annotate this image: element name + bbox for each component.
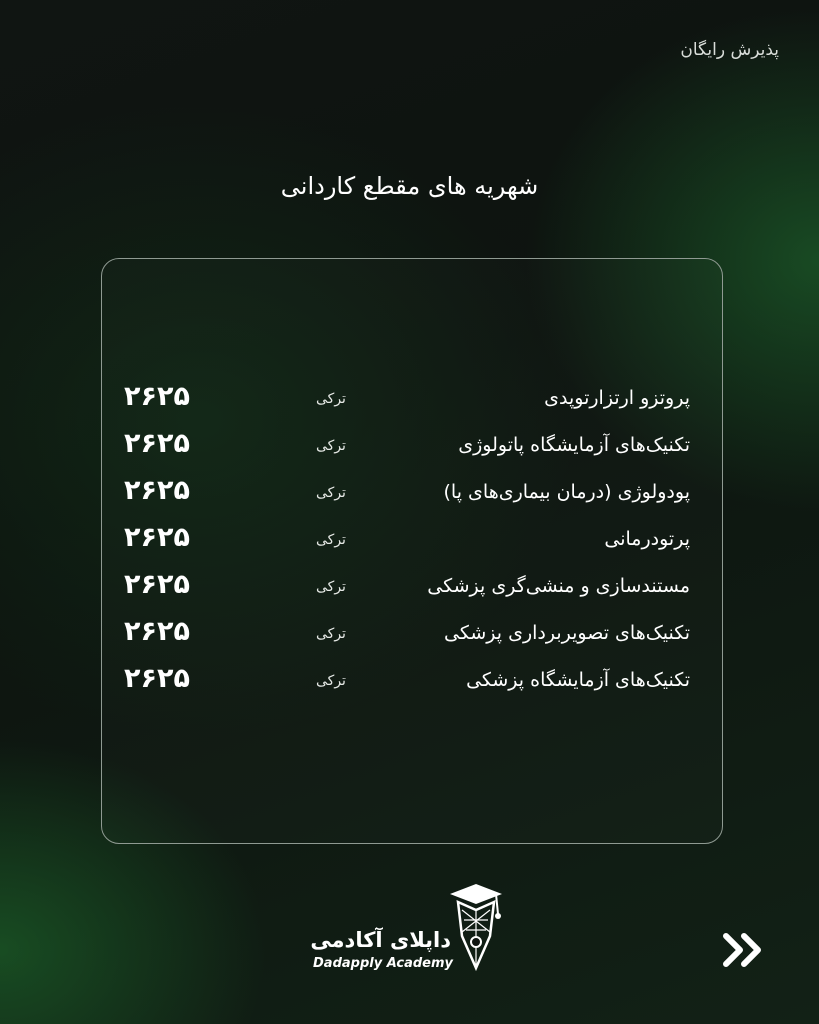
program-language: ترکی <box>316 391 346 407</box>
program-price: ۲۶۲۵ <box>124 381 190 412</box>
program-language: ترکی <box>316 438 346 454</box>
table-row <box>102 475 722 515</box>
table-row <box>102 381 722 421</box>
table-row <box>102 522 722 562</box>
program-price: ۲۶۲۵ <box>124 616 190 647</box>
page-title: شهریه های مقطع کاردانی <box>280 172 539 200</box>
pen-graduation-cap-icon <box>444 880 508 972</box>
double-chevron-right-icon <box>718 928 768 972</box>
program-name: پرتودرمانی <box>604 528 690 550</box>
program-name: تکنیک‌های آزمایشگاه پزشکی <box>466 669 690 691</box>
program-price: ۲۶۲۵ <box>124 522 190 553</box>
program-price: ۲۶۲۵ <box>124 569 190 600</box>
tuition-panel <box>101 258 723 844</box>
program-language: ترکی <box>316 485 346 501</box>
next-button[interactable] <box>718 928 768 972</box>
logo-persian-text: داپلای آکادمی <box>310 928 451 952</box>
program-price: ۲۶۲۵ <box>124 428 190 459</box>
program-language: ترکی <box>316 579 346 595</box>
header-label: پذیرش رایگان <box>680 40 779 60</box>
program-price: ۲۶۲۵ <box>124 663 190 694</box>
program-language: ترکی <box>316 532 346 548</box>
program-name: مستندسازی و منشی‌گری پزشکی <box>427 575 690 597</box>
program-name: پروتزو ارتزارتوپدی <box>544 387 690 409</box>
program-price: ۲۶۲۵ <box>124 475 190 506</box>
table-row <box>102 616 722 656</box>
academy-logo <box>306 880 506 980</box>
program-language: ترکی <box>316 626 346 642</box>
program-name: تکنیک‌های تصویربرداری پزشکی <box>444 622 690 644</box>
program-name: تکنیک‌های آزمایشگاه پاتولوژی <box>458 434 690 456</box>
table-row <box>102 569 722 609</box>
program-name: پودولوژی (درمان بیماری‌های پا) <box>443 481 690 503</box>
table-row <box>102 428 722 468</box>
logo-english-text: Dadapply Academy <box>313 956 453 971</box>
table-row <box>102 663 722 703</box>
program-language: ترکی <box>316 673 346 689</box>
